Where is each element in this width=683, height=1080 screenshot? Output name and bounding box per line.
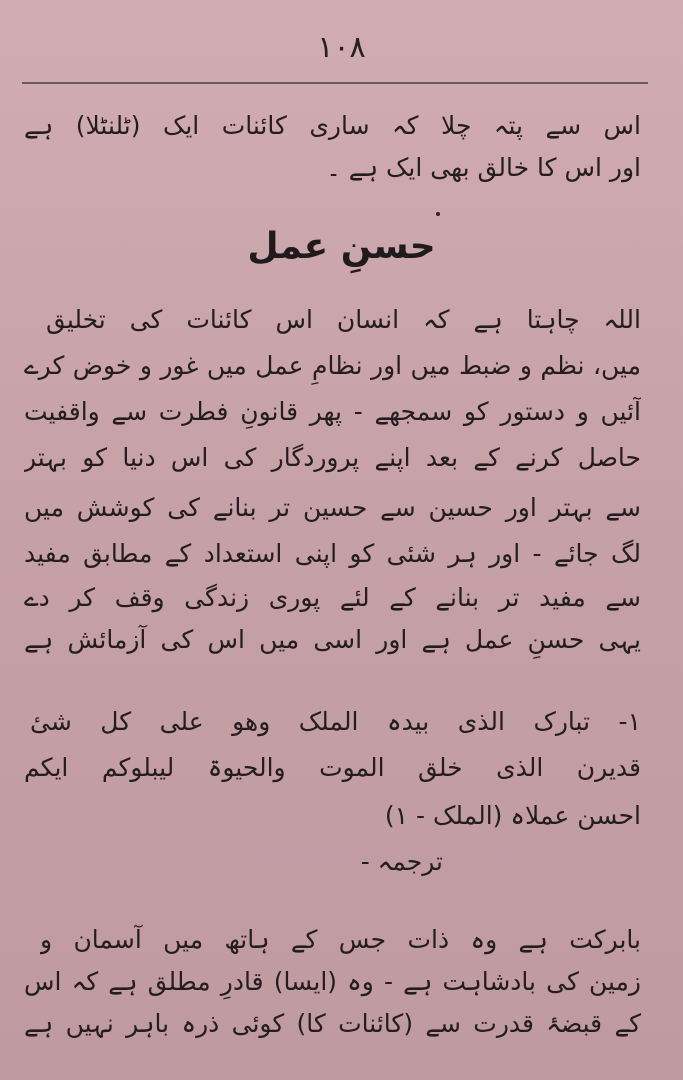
body-line-3: آئیں و دستور کو سمجھے - پھر قانونِ فطرت سے واقفیت <box>24 397 641 426</box>
translation-line-3: کے قبضۂ قدرت سے (کائنات کا) کوئی ذرہ باہر نہیں ہے <box>24 1009 641 1038</box>
header-rule <box>22 82 648 84</box>
separator-dot <box>436 212 440 216</box>
translation-line-2: زمین کی بادشاہت ہے - وہ (ایسا) قادرِ مطلق ہے کہ اس <box>24 967 641 996</box>
body-line-6: لگ جائے - اور ہر شئی کو اپنی استعداد کے مطابق مفید <box>24 539 641 568</box>
translation-heading: ترجمہ - <box>360 847 443 876</box>
body-line-7: سے مفید تر بنانے کے لئے پوری زندگی وقف کر دے <box>24 583 641 612</box>
intro-line-2: اور اس کا خالق بھی ایک ہے ۔ <box>326 153 641 182</box>
page-number: ۱۰۸ <box>317 30 366 65</box>
verse-line-1: ۱- تبارک الذی بیدہ الملک وھو علی کل شیٔ <box>30 707 641 736</box>
body-line-4: حاصل کرنے کے بعد اپنے پروردگار کی اس دنیا کو بہتر <box>24 443 641 472</box>
intro-line-1: اس سے پتہ چلا کہ ساری کائنات ایک (ٹلنٹلا) ہے <box>24 111 641 140</box>
body-line-5: سے بہتر اور حسین سے حسین تر بنانے کی کوشش میں <box>24 493 641 522</box>
body-line-1: اللہ چاہتا ہے کہ انسان اس کائنات کی تخلیق <box>46 305 641 334</box>
body-line-8: یہی حسنِ عمل ہے اور اسی میں اس کی آزمائش ہے <box>24 625 641 654</box>
translation-line-1: بابرکت ہے وہ ذات جس کے ہاتھ میں آسمان و <box>40 925 641 954</box>
verse-line-2: قدیرن الذی خلق الموت والحیوۃ لیبلوکم ایکم <box>24 753 641 782</box>
section-heading: حسنِ عمل <box>247 226 436 267</box>
verse-line-3: احسن عملاہ (الملک - ۱) <box>384 801 641 830</box>
body-line-2: میں، نظم و ضبط میں اور نظامِ عمل میں غور و خوض کرے <box>24 351 641 380</box>
